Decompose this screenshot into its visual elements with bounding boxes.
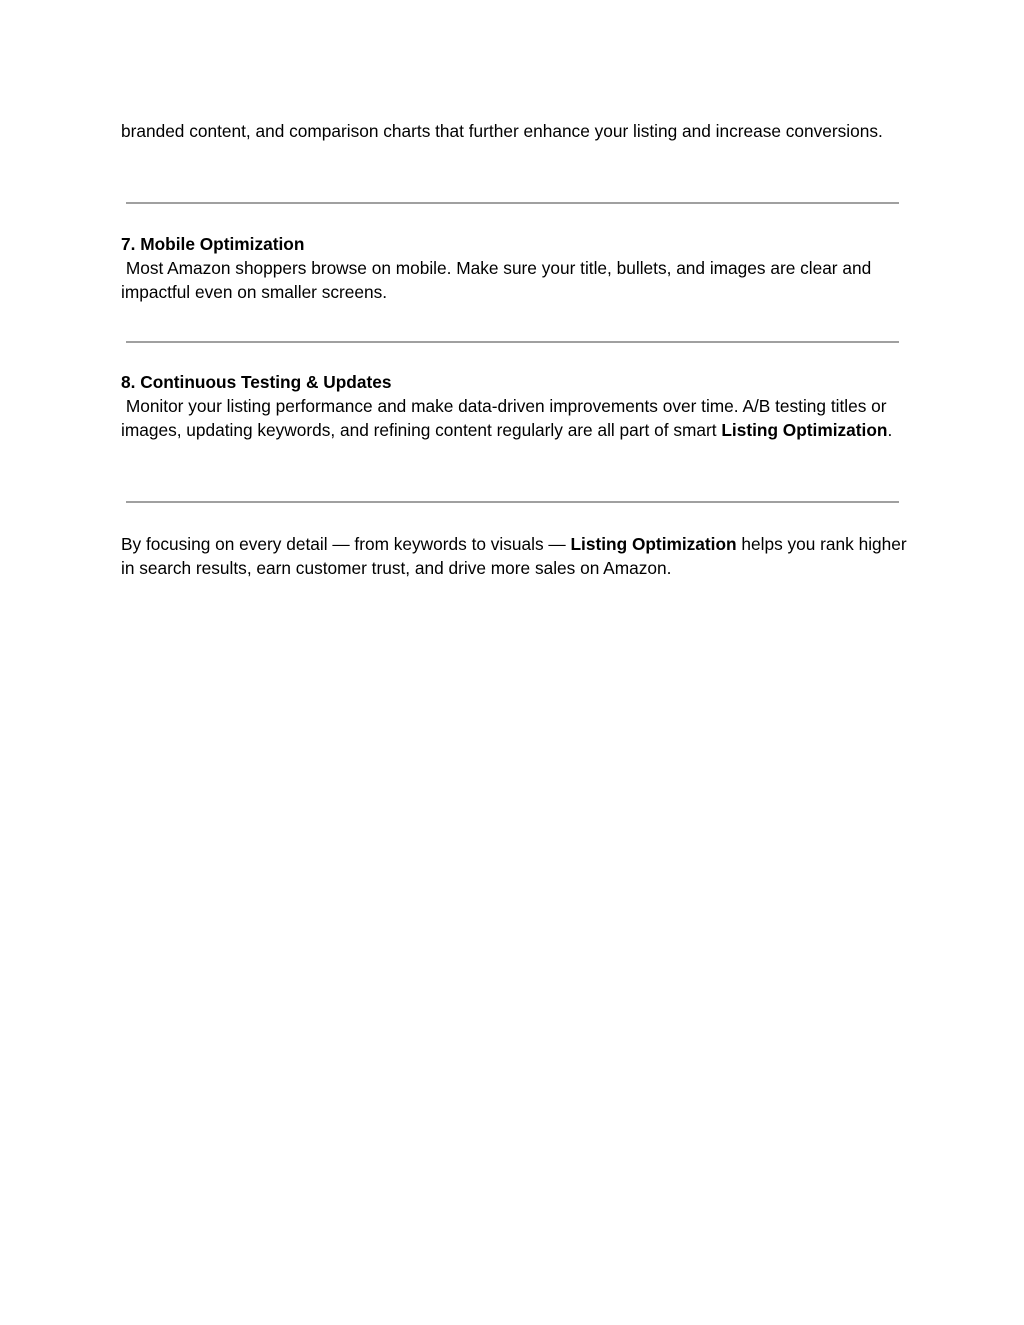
conclusion-end: helps you rank higher in search results, earn customer trust, and drive more sales on Amazon.: [121, 534, 912, 578]
horizontal-divider: [126, 501, 899, 503]
conclusion-text: [121, 532, 911, 580]
emphasis-text: Listing Optimization: [721, 420, 888, 440]
intro-paragraph: [121, 119, 911, 143]
section-body: Most Amazon shoppers browse on mobile. Make sure your title, bullets, and images are clear and impactful even on smaller screens.: [121, 258, 877, 302]
section-heading: 8. Continuous Testing & Updates: [121, 372, 392, 392]
section-mobile-optimization: [121, 232, 911, 304]
conclusion-start: By focusing on every detail — from keywords to visuals —: [121, 534, 571, 554]
conclusion-paragraph: [121, 532, 911, 580]
section-body-end: .: [887, 420, 893, 440]
horizontal-divider: [126, 202, 899, 204]
section-heading: 7. Mobile Optimization: [121, 234, 305, 254]
section-body: [121, 394, 911, 442]
section-body-text: Monitor your listing performance and make data-driven improvements over time. A/B testing titles or images, updating keywords, and refining content regularly are all part of smart: [121, 396, 892, 440]
intro-text: branded content, and comparison charts that further enhance your listing and increase conversions.: [121, 121, 883, 141]
horizontal-divider: [126, 341, 899, 343]
emphasis-text: Listing Optimization: [570, 534, 737, 554]
section-continuous-testing: [121, 370, 911, 442]
